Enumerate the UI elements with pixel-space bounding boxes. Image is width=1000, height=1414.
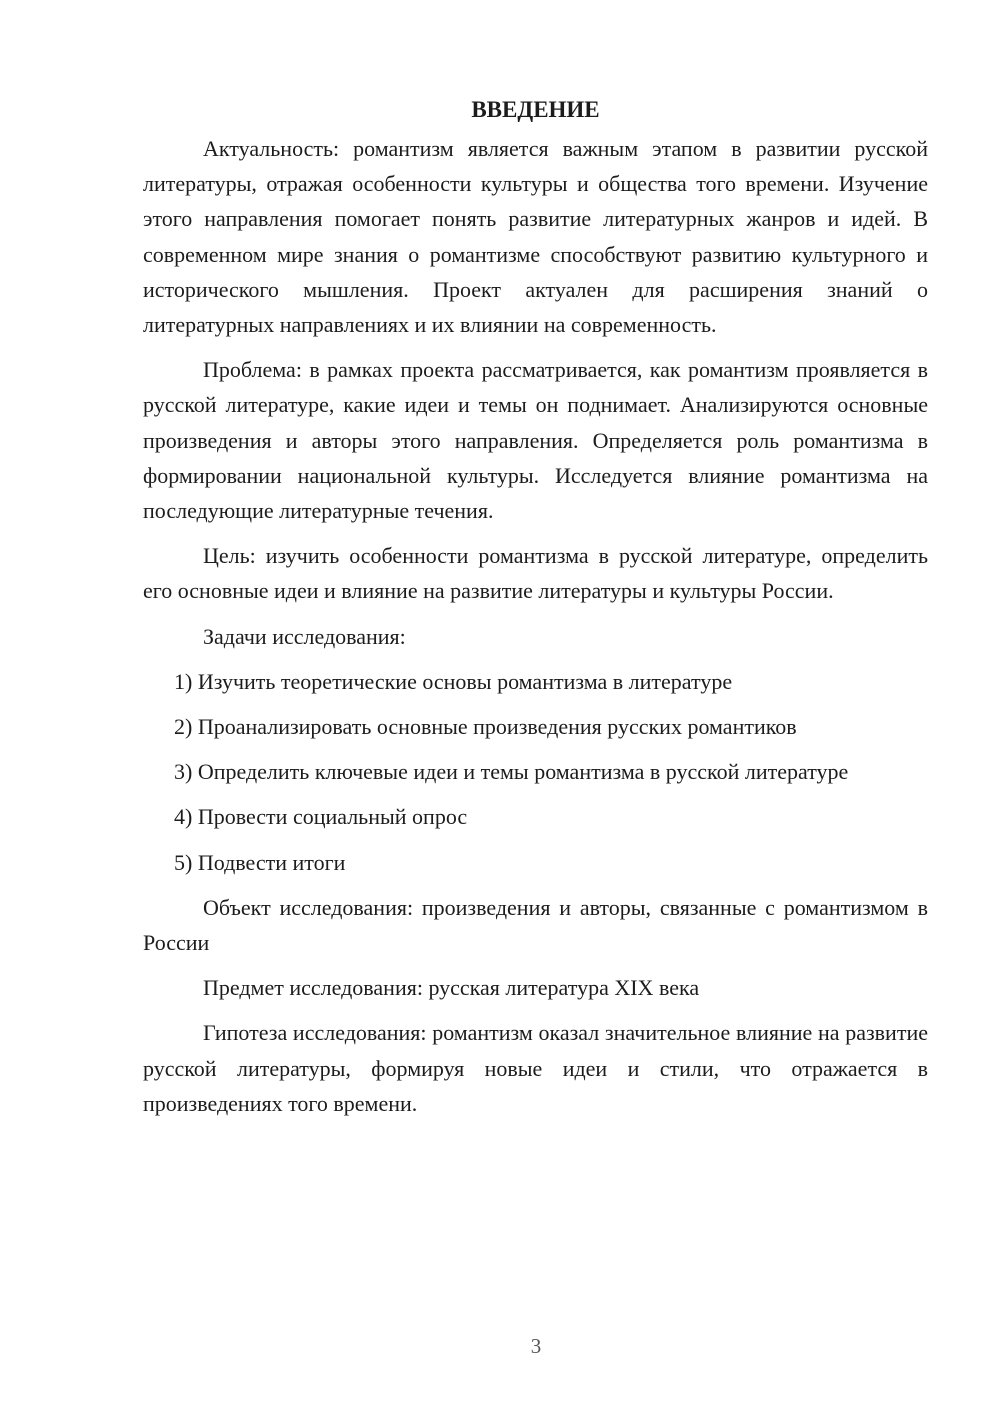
tasks-heading: Задачи исследования: (203, 623, 406, 649)
relevance-paragraph: Актуальность: романтизм является важным этапом в развитии русской литературы, отражая особенности культуры и общества того времени. Изучение этого направления помогает понять развитие литературных жанров и идей. В современном мире знания о романтизме способствуют развитию культурного и исторического мышления. Проект актуален для расширения знаний о литературных направлениях и их влиянии на современность. (143, 136, 928, 338)
hypothesis-paragraph: Гипотеза исследования: романтизм оказал значительное влияние на развитие русской литературы, формируя новые идеи и стили, что отражается в произведениях того времени. (143, 1020, 928, 1116)
object-paragraph: Объект исследования: произведения и авторы, связанные с романтизмом в России (143, 894, 928, 956)
subject-paragraph: Предмет исследования: русская литература XIX века (203, 975, 700, 1001)
document-page (143, 92, 928, 1131)
problem-paragraph: Проблема: в рамках проекта рассматривается, как романтизм проявляется в русской литературе, какие идеи и темы он поднимает. Анализируются основные произведения и авторы этого направления. Определяется роль романтизма в формировании национальной культуры. Исследуется влияние романтизма на последующие литературные течения. (143, 357, 928, 524)
page-number: 3 (530, 1334, 542, 1358)
goal-paragraph: Цель: изучить особенности романтизма в русской литературе, определить его основные идеи и влияние на развитие литературы и культуры России. (143, 543, 928, 604)
list-item: 3) Определить ключевые идеи и темы романтизма в русской литературе (174, 759, 849, 785)
list-item: 5) Подвести итоги (174, 849, 346, 875)
tasks-list (143, 664, 928, 880)
list-item: 2) Проанализировать основные произведения русских романтиков (174, 714, 797, 740)
list-item: 1) Изучить теоретические основы романтизма в литературе (174, 668, 733, 694)
list-item: 4) Провести социальный опрос (174, 804, 468, 830)
section-title: ВВЕДЕНИЕ (471, 97, 600, 122)
